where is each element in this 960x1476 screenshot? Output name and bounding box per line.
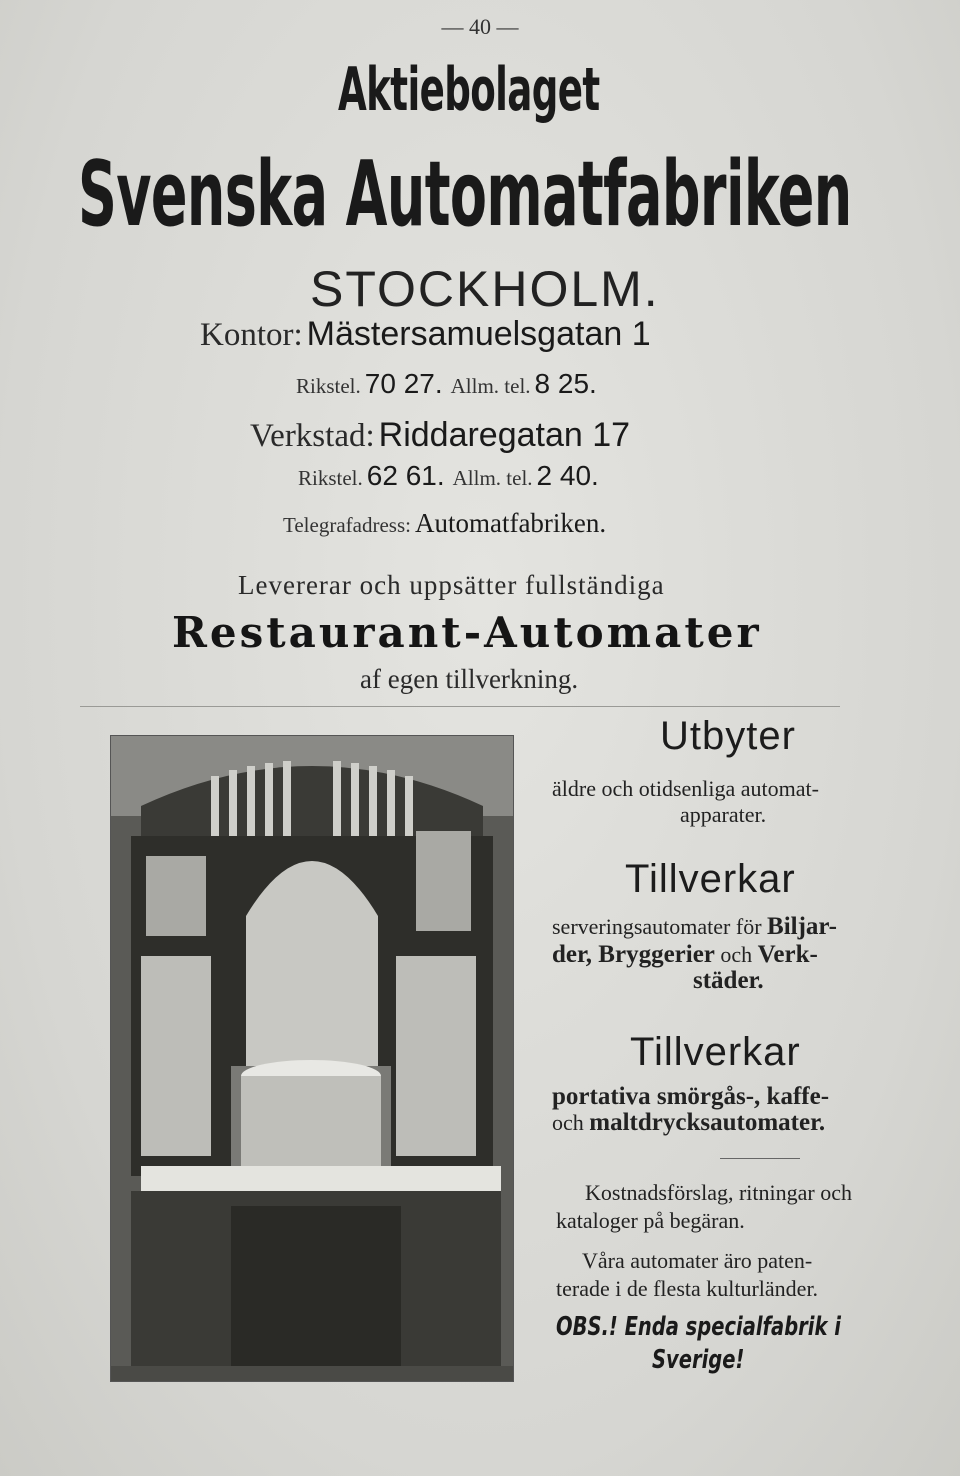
office-allm-label: Allm. tel.	[450, 374, 531, 398]
text-tillverkar2-line2	[552, 1108, 825, 1138]
text-bold: portativa smörgås-, kaffe-	[552, 1083, 830, 1110]
text-plain: och	[552, 1110, 590, 1135]
company-name-line1: Aktiebolaget	[338, 55, 600, 125]
text-kostnad-line1: Kostnadsförslag, ritningar och	[585, 1180, 852, 1205]
company-city: STOCKHOLM.	[310, 261, 660, 317]
text-bold: städer.	[693, 967, 764, 994]
telegraph-label: Telegrafadress:	[283, 513, 411, 537]
workshop-rikstel-number: 62 61.	[366, 460, 445, 491]
divider	[80, 706, 840, 707]
text-kostnad-line2: kataloger på begäran.	[556, 1208, 745, 1233]
office-label: Kontor:	[200, 317, 303, 353]
office-rikstel-number: 70 27.	[364, 368, 443, 399]
workshop-allm-number: 2 40.	[536, 460, 599, 491]
text-bold: Biljar-	[767, 913, 837, 940]
company-name-line2: Svenska Automatfabriken	[78, 142, 852, 247]
obs-line1: OBS.! Enda specialfabrik i	[556, 1312, 841, 1342]
text-bold: maltdrycksautomater.	[589, 1109, 826, 1136]
text-utbyter-line1: äldre och otidsenliga automat-	[552, 776, 819, 801]
text-bold: Verk-	[757, 941, 818, 968]
office-phones	[296, 368, 597, 400]
text-tillverkar1-line3	[693, 966, 764, 996]
workshop-rikstel-label: Rikstel.	[298, 466, 363, 490]
text-plain: serveringsautomater för	[552, 914, 768, 939]
text-utbyter-line2: apparater.	[680, 802, 767, 827]
text-tillverkar1-line1	[552, 912, 837, 942]
heading-tillverkar-1: Tillverkar	[625, 857, 796, 901]
office-address: Mästersamuelsgatan 1	[306, 315, 651, 353]
automat-photo	[110, 735, 514, 1382]
workshop-phones	[298, 460, 599, 492]
supplies-text: Levererar och uppsätter fullständiga	[238, 570, 665, 600]
office-address-line	[200, 315, 651, 354]
telegraph-value: Automatfabriken.	[414, 508, 607, 538]
text-bold: der, Bryggerier	[552, 941, 715, 968]
telegraph-address	[283, 508, 606, 539]
office-allm-number: 8 25.	[534, 368, 597, 399]
product-subtitle: af egen tillverkning.	[360, 664, 579, 694]
page-number: — 40 —	[441, 14, 519, 39]
heading-tillverkar-2: Tillverkar	[630, 1030, 801, 1074]
workshop-address: Riddaregatan 17	[378, 416, 631, 454]
office-rikstel-label: Rikstel.	[296, 374, 361, 398]
text-patent-line2: terade i de flesta kulturländer.	[556, 1276, 819, 1301]
text-patent-line1: Våra automater äro paten-	[582, 1248, 813, 1273]
workshop-allm-label: Allm. tel.	[452, 466, 533, 490]
obs-line2: Sverige!	[652, 1345, 745, 1375]
workshop-address-line	[250, 416, 630, 455]
text-tillverkar1-line2	[552, 940, 818, 970]
workshop-label: Verkstad:	[250, 418, 375, 454]
text-plain: och	[714, 942, 758, 967]
heading-utbyter: Utbyter	[660, 714, 796, 758]
product-title: Restaurant-Automater	[172, 608, 762, 657]
divider-small	[720, 1158, 800, 1159]
